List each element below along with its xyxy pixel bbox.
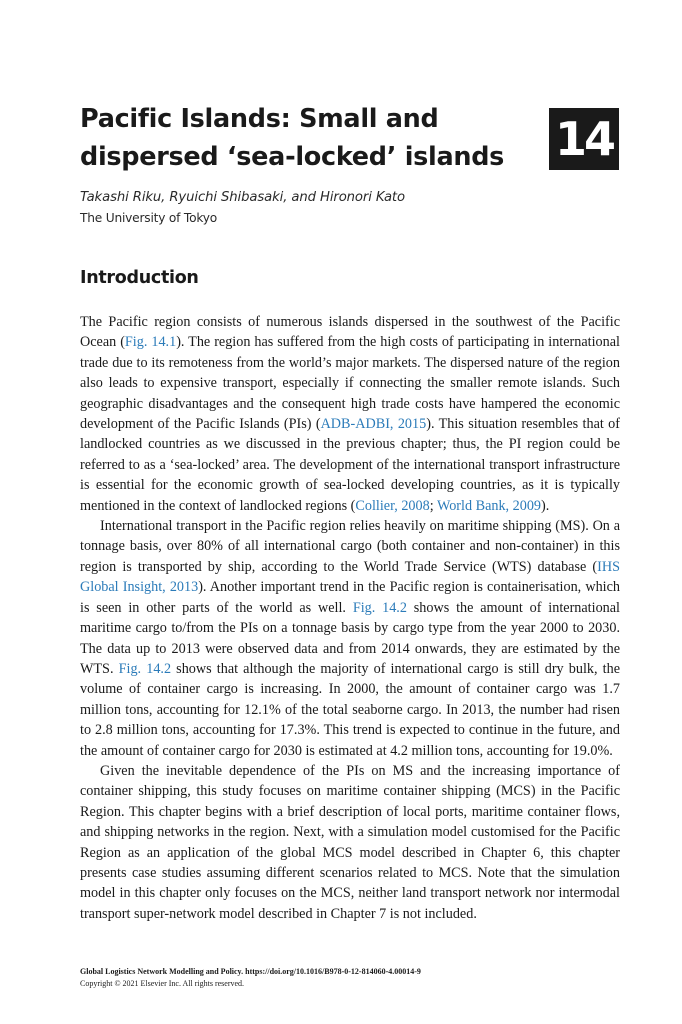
paragraph-text: International transport in the Pacific region relies heavily on maritime shipping (MS). On a tonnage basis, over 80% of all international cargo (both container and non-container) in this region is transported by ship, according to the World Trade Service (WTS) database ( <box>80 518 620 575</box>
paragraph-text: shows the amount of international maritime cargo to/from the PIs on a tonnage basis by cargo type from the year 2000 to 2030. The data up to 2013 were observed data and from 2014 onwards, they are estimated by the WTS. <box>80 599 620 677</box>
reference-link[interactable]: Fig. 14.2 <box>118 660 172 677</box>
chapter-number-badge <box>549 108 619 170</box>
reference-link[interactable]: ADB-ADBI, 2015 <box>320 416 427 433</box>
reference-link[interactable]: IHS Global Insight, 2013 <box>80 558 620 596</box>
reference-link[interactable]: Fig. 14.2 <box>352 599 407 616</box>
chapter-number: 14 <box>554 112 613 166</box>
reference-link[interactable]: Fig. 14.1 <box>124 334 177 351</box>
chapter-title-line-1: Pacific Islands: Small and <box>80 104 439 134</box>
chapter-title-line-2: dispersed ‘sea-locked’ islands <box>80 142 505 172</box>
reference-link[interactable]: World Bank, 2009 <box>436 497 542 514</box>
section-heading: Introduction <box>80 268 199 288</box>
paragraph-3 <box>80 761 620 924</box>
paragraph-text: ; <box>429 497 437 514</box>
author-affiliation: The University of Tokyo <box>80 211 218 225</box>
reference-link[interactable]: Collier, 2008 <box>355 497 430 514</box>
paragraph-text: ). <box>541 497 550 514</box>
paragraph-text: ). Another important trend in the Pacific region is containerisation, which is seen in other parts of the world as well. <box>80 579 621 616</box>
footer-copyright: Copyright © 2021 Elsevier Inc. All rights reserved. <box>80 979 245 988</box>
paragraph-text: ). This situation resembles that of landlocked countries as we discussed in the previous chapter; thus, the PI region could be referred to as a ‘sea-locked’ area. The development of the international transport infrastructure is essential for the economic growth of sea-locked developing countries, as it is typically mentioned in the context of landlocked regions ( <box>80 416 621 514</box>
page-footer <box>80 966 421 990</box>
paragraph-text: The Pacific region consists of numerous islands dispersed in the southwest of the Pacific Ocean ( <box>80 314 620 351</box>
footer-book-doi: Global Logistics Network Modelling and Policy. https://doi.org/10.1016/B978-0-12-814060-4.00014-9 <box>80 967 421 976</box>
paragraph-1 <box>80 312 620 516</box>
chapter-authors: Takashi Riku, Ryuichi Shibasaki, and Hironori Kato <box>80 190 405 205</box>
paragraph-2 <box>80 516 620 761</box>
paragraph-text: shows that although the majority of international cargo is still dry bulk, the volume of container cargo is increasing. In 2000, the amount of container cargo was 1.7 million tons, accounting for 12.1% of the total seaborne cargo. In 2013, the number had risen to 2.8 million tons, accounting for 17.3%. This trend is expected to continue in the future, and the amount of container cargo for 2030 is estimated at 4.2 million tons, accounting for 19.0%. <box>80 660 620 759</box>
chapter-title <box>80 100 520 176</box>
paragraph-text: ). The region has suffered from the high costs of participating in international trade due to its remoteness from the world’s major markets. The dispersed nature of the region also leads to expensive transport, especially if connecting the smaller remote islands. Such geographic disadvantages and the consequent high trade costs have hampered the economic development of the Pacific Islands (PIs) ( <box>80 334 620 433</box>
paragraph-text: Given the inevitable dependence of the PIs on MS and the increasing importance of container shipping, this study focuses on maritime container shipping (MCS) in the Pacific Region. This chapter begins with a brief description of local ports, maritime container flows, and shipping networks in the region. Next, with a simulation model customised for the Pacific Region as an application of the global MCS model described in Chapter 6, this chapter presents case studies assuming different scenarios related to MCS. Note that the simulation model in this chapter only focuses on the MCS, neither land transport network nor intermodal transport super-network model described in Chapter 7 is not included. <box>80 762 620 922</box>
body-text <box>80 312 620 924</box>
